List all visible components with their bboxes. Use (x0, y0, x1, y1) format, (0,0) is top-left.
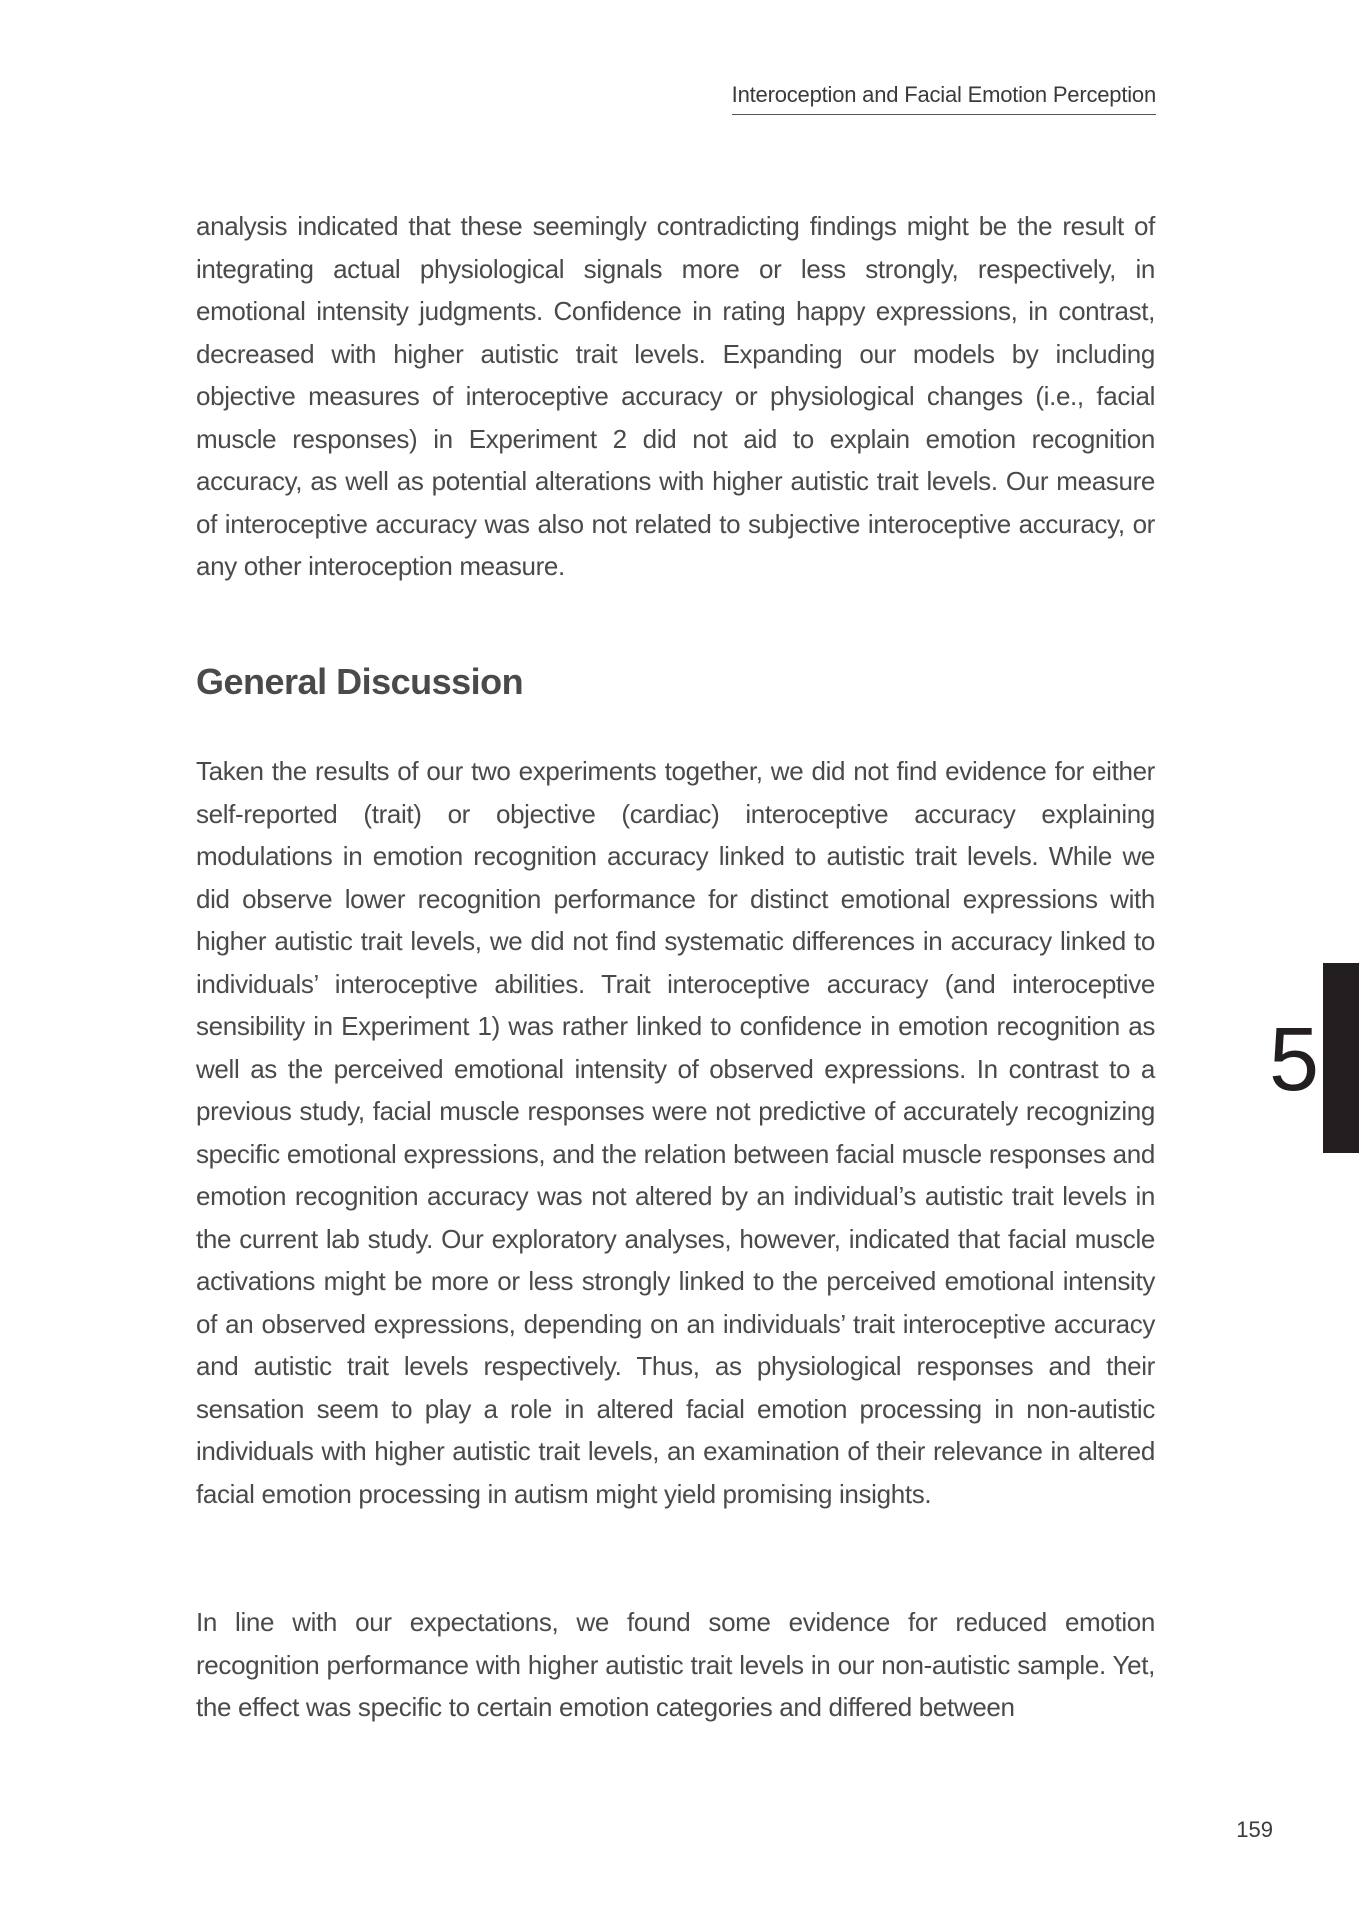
chapter-number: 5 (1268, 1010, 1320, 1110)
section-heading: General Discussion (196, 661, 524, 702)
paragraph-discussion-1: Taken the results of our two experiments together, we did not find evidence for either self-reported (trait) or objective (cardiac) interoceptive accuracy explaining modulations in emotion recognition accuracy linked to autistic trait levels. While we did observe lower recognition performance for distinct emotional expressions with higher autistic trait levels, we did not find systematic differences in accuracy linked to individuals’ interoceptive abilities. Trait interoceptive accuracy (and interoceptive sensibility in Experiment 1) was rather linked to confidence in emotion recognition as well as the perceived emotional intensity of observed expressions. In contrast to a previous study, facial muscle responses were not predictive of accurately recognizing specific emotional expressions, and the relation between facial muscle responses and emotion recognition accuracy was not altered by an individual’s autistic trait levels in the current lab study. Our exploratory analyses, however, indicated that facial muscle activations might be more or less strongly linked to the perceived emotional intensity of an observed expressions, depending on an individuals’ trait interoceptive accuracy and autistic trait levels respectively. Thus, as physiological responses and their sensation seem to play a role in altered facial emotion processing in non-autistic individuals with higher autistic trait levels, an examination of their relevance in altered facial emotion processing in autism might yield promising insights. (196, 756, 1155, 1509)
paragraph-intro: analysis indicated that these seemingly contradicting findings might be the result of integrating actual physiological signals more or less strongly, respectively, in emotional intensity judgments. Confidence in rating happy expressions, in contrast, decreased with higher autistic trait levels. Expanding our models by including objective measures of interoceptive accuracy or physiological changes (i.e., facial muscle responses) in Experiment 2 did not aid to explain emotion recognition accuracy, as well as potential alterations with higher autistic trait levels. Our measure of interoceptive accuracy was also not related to subjective interoceptive accuracy, or any other interoception measure. (196, 211, 1155, 581)
running-header: Interoception and Facial Emotion Perception (732, 82, 1156, 115)
paragraph-discussion-2: In line with our expectations, we found some evidence for reduced emotion recognition performance with higher autistic trait levels in our non-autistic sample. Yet, the effect was specific to certain emotion categories and differed between (196, 1607, 1155, 1722)
page-body (196, 205, 1155, 1722)
chapter-thumb-tab (1323, 963, 1359, 1153)
page-number: 159 (1236, 1817, 1273, 1842)
